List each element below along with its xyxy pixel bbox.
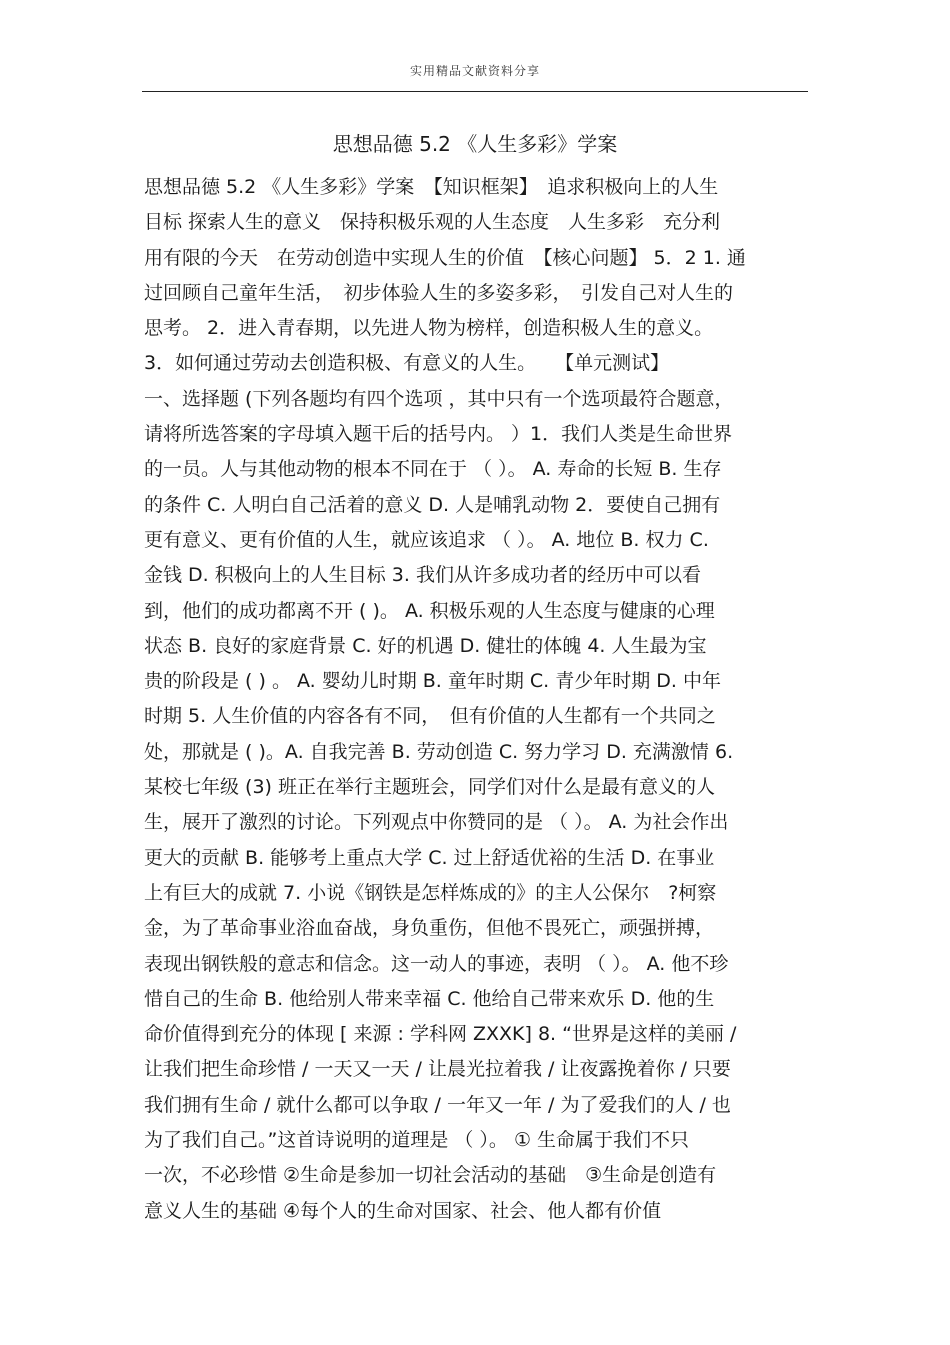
body-line: 意义人生的基础 ④每个人的生命对国家、社会、他人都有价值: [144, 1199, 662, 1222]
body-line: 惜自己的生命 B. 他给别人带来幸福 C. 他给自己带来欢乐 D. 他的生: [144, 987, 715, 1010]
body-line: 过回顾自己童年生活， 初步体验人生的多姿多彩， 引发自己对人生的: [144, 281, 734, 304]
body-line: 状态 B. 良好的家庭背景 C. 好的机遇 D. 健壮的体魄 4. 人生最为宝: [144, 634, 707, 657]
body-line: 一、选择题 (下列各题均有四个选项 ，其中只有一个选项最符合题意，: [144, 387, 734, 410]
body-line: 我们拥有生命 / 就什么都可以争取 / 一年又一年 / 为了爱我们的人 / 也: [144, 1093, 731, 1116]
body-line: 处，那就是 ( )。A. 自我完善 B. 劳动创造 C. 努力学习 D. 充满激情 6.: [144, 740, 734, 763]
body-line: 目标 探索人生的意义 保持积极乐观的人生态度 人生多彩 充分利: [144, 211, 721, 234]
document-title: 思想品德 5.2 《人生多彩》学案: [332, 132, 618, 156]
body-line: 一次，不必珍惜 ②生命是参加一切社会活动的基础 ③生命是创造有: [144, 1164, 717, 1187]
body-line: 为了我们自己。”这首诗说明的道理是 （ ）。 ① 生命属于我们不只: [144, 1129, 690, 1152]
body-line: 思考。 2．进入青春期，以先进人物为榜样，创造积极人生的意义。: [144, 317, 714, 340]
body-line: 到，他们的成功都离不开 ( )。 A. 积极乐观的人生态度与健康的心理: [144, 599, 715, 622]
body-line: 更大的贡献 B. 能够考上重点大学 C. 过上舒适优裕的生活 D. 在事业: [144, 846, 715, 869]
header-divider: [142, 91, 808, 92]
body-line: 时期 5. 人生价值的内容各有不同， 但有价值的人生都有一个共同之: [144, 705, 716, 728]
body-line: 请将所选答案的字母填入题干后的括号内。 ）1．我们人类是生命世界: [144, 423, 733, 446]
body-line: 思想品德 5.2 《人生多彩》学案 【知识框架】 追求积极向上的人生: [144, 176, 719, 198]
body-line: 上有巨大的成就 7. 小说《钢铁是怎样炼成的》的主人公保尔 ?柯察: [144, 881, 717, 904]
body-line: 更有意义、更有价值的人生，就应该追求 （ ）。 A. 地位 B. 权力 C.: [144, 528, 709, 551]
document-body: [144, 170, 810, 1229]
body-line: 的条件 C. 人明白自己活着的意义 D. 人是哺乳动物 2．要使自己拥有: [144, 493, 721, 516]
body-line: 用有限的今天 在劳动创造中实现人生的价值 【核心问题】 5．2 1. 通: [144, 246, 746, 269]
body-line: 表现出钢铁般的意志和信念。这一动人的事迹，表明 （ ）。 A. 他不珍: [144, 952, 729, 975]
body-line: 某校七年级 (3) 班正在举行主题班会，同学们对什么是最有意义的人: [144, 776, 715, 799]
page-header: 实用精品文献资料分享: [409, 64, 540, 78]
body-line: 让我们把生命珍惜 / 一天又一天 / 让晨光拉着我 / 让夜露挽着你 / 只要: [144, 1058, 731, 1081]
body-line: 金，为了革命事业浴血奋战，身负重伤，但他不畏死亡，顽强拼搏，: [144, 917, 715, 940]
body-line: 3．如何通过劳动去创造积极、有意义的人生。 【单元测试】: [144, 352, 670, 375]
body-line: 的一员。人与其他动物的根本不同在于 （ ）。 A. 寿命的长短 B. 生存: [144, 458, 722, 481]
body-line: 贵的阶段是 ( ) 。 A. 婴幼儿时期 B. 童年时期 C. 青少年时期 D. 中年: [144, 670, 722, 693]
body-line: 命价值得到充分的体现 [ 来源 : 学科网 ZXXK] 8. “世界是这样的美丽 /: [144, 1023, 737, 1046]
body-line: 金钱 D. 积极向上的人生目标 3. 我们从许多成功者的经历中可以看: [144, 564, 701, 587]
body-line: 生，展开了激烈的讨论。下列观点中你赞同的是 （ ）。 A. 为社会作出: [144, 811, 729, 834]
